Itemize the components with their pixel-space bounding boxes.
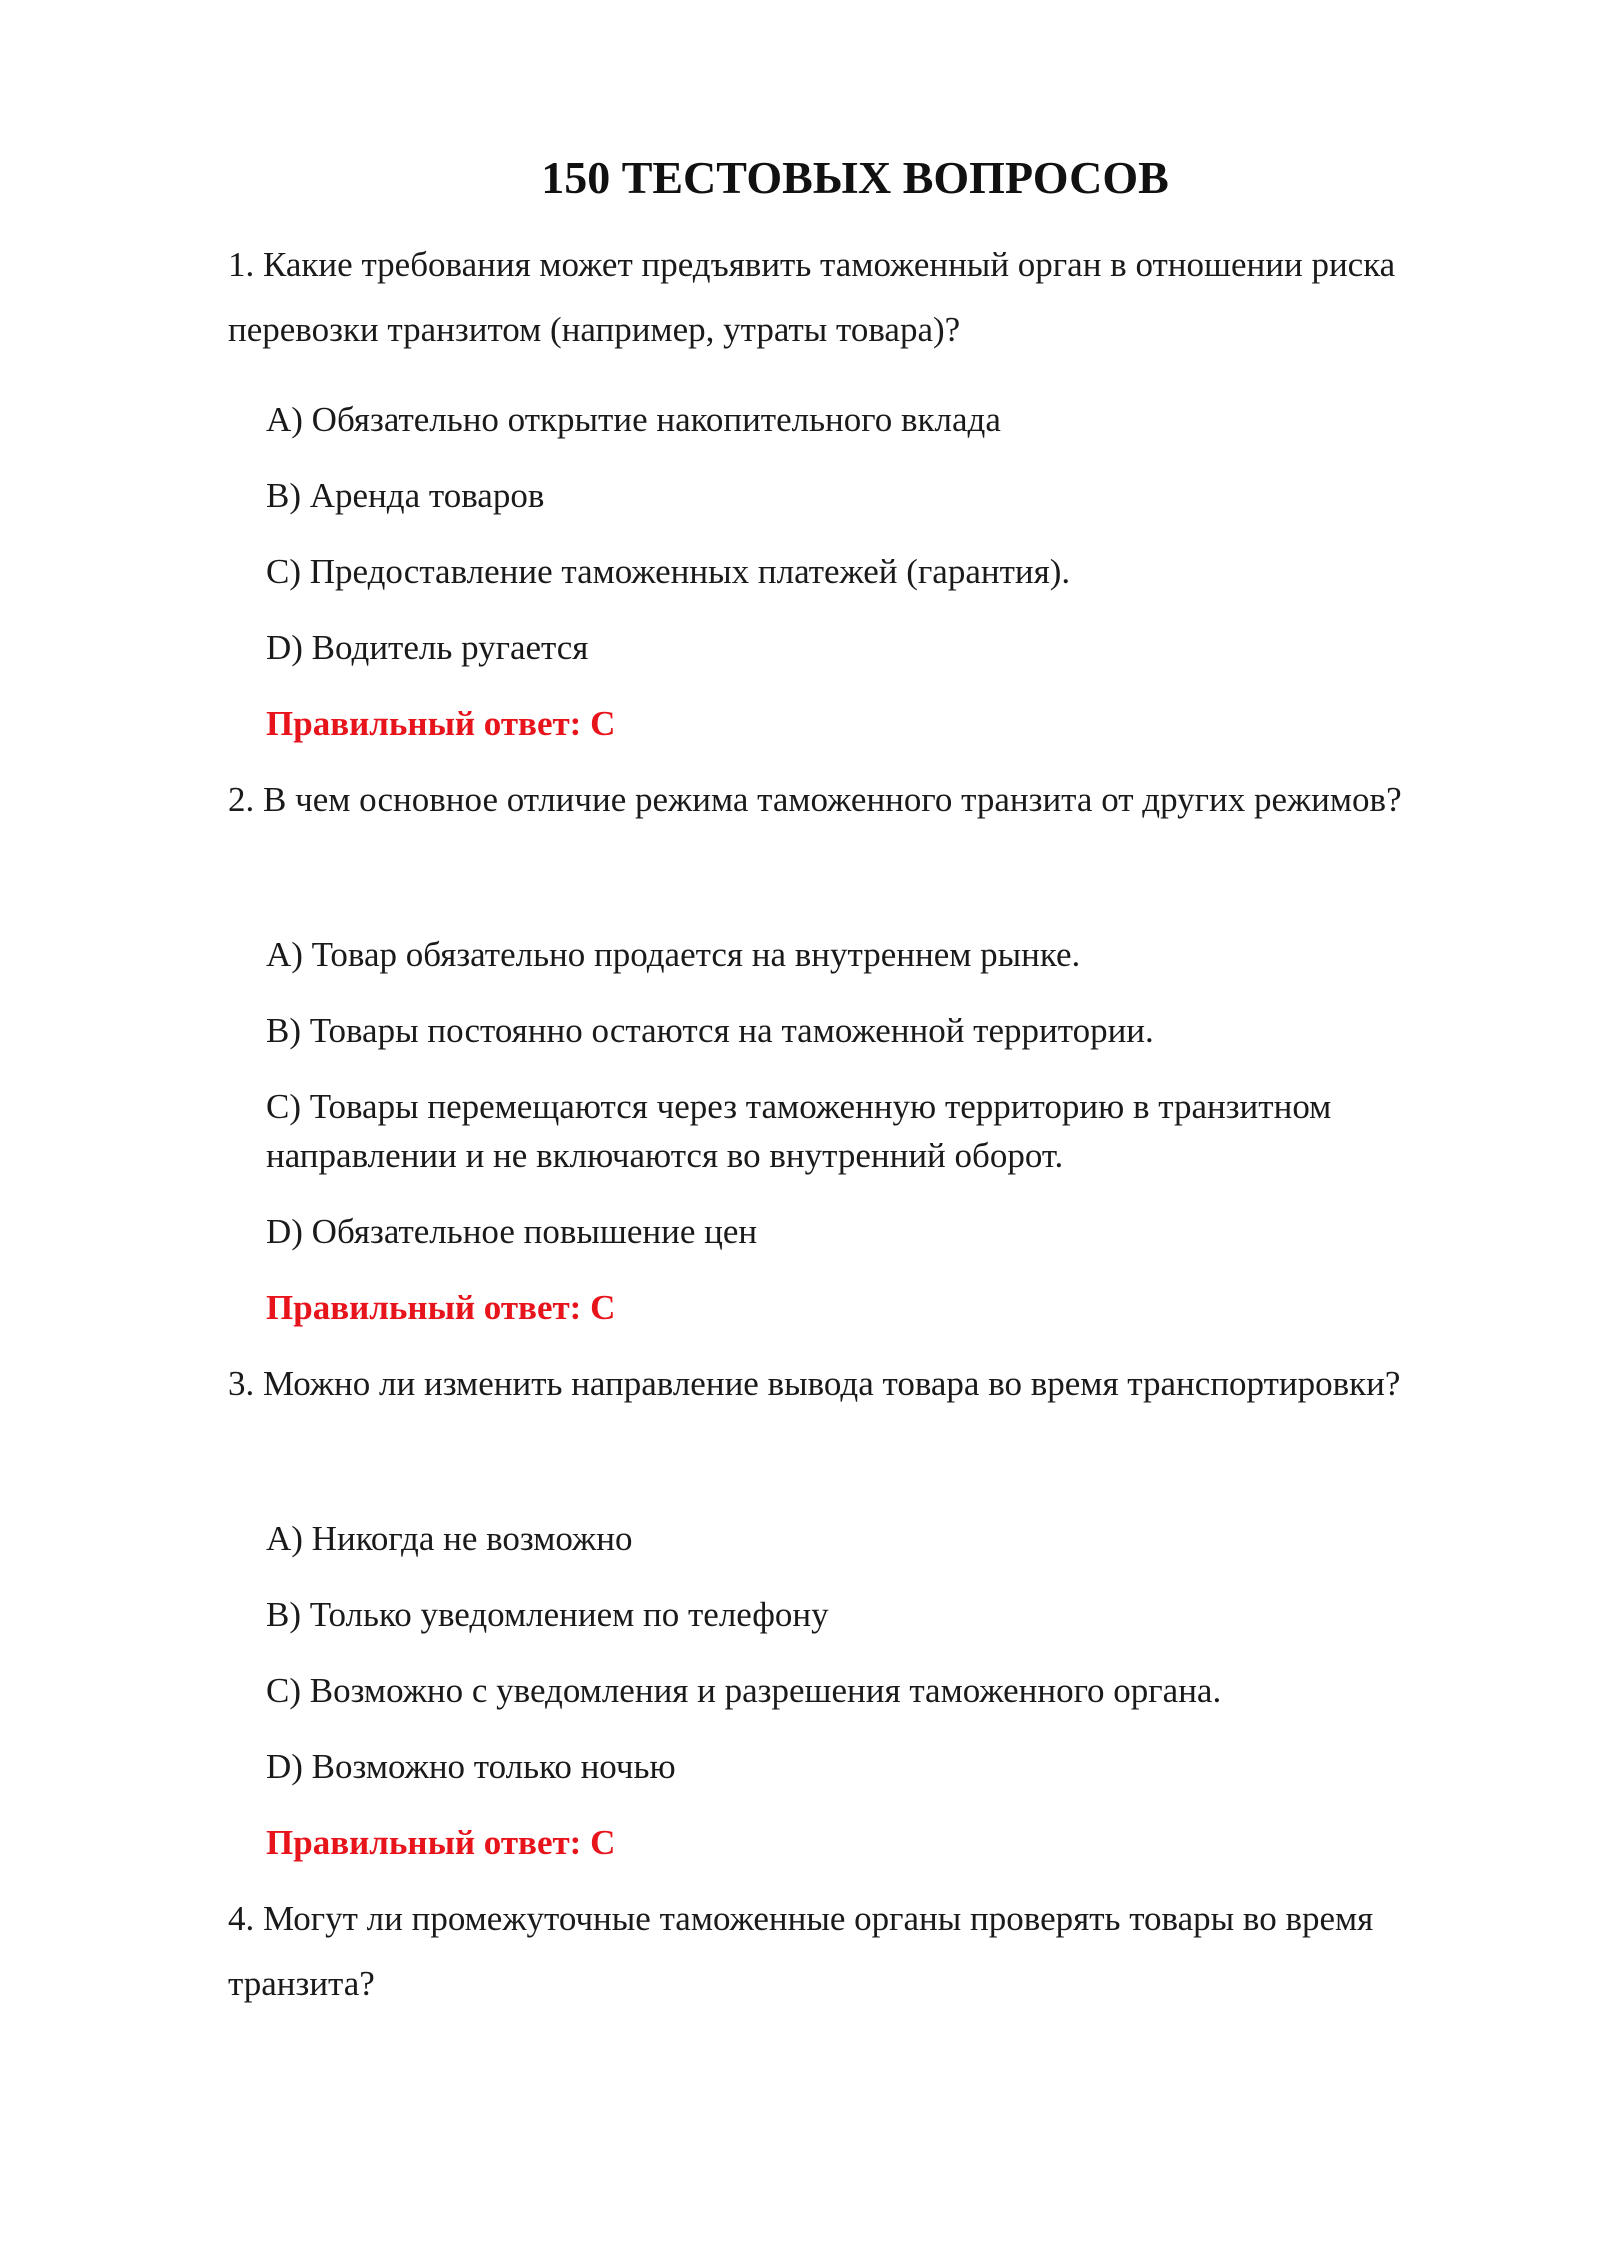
- question-3-text: 3. Можно ли изменить направление вывода товара во время транспортировки?: [228, 1364, 1401, 1403]
- question-3-option-c: C) Возможно с уведомления и разрешения таможенного органа.: [266, 1671, 1222, 1710]
- question-1-option-a: A) Обязательно открытие накопительного вклада: [266, 400, 1001, 439]
- document-title: 150 ТЕСТОВЫХ ВОПРОСОВ: [541, 152, 1169, 203]
- question-1-text: 1. Какие требования может предъявить таможенный орган в отношении риска перевозки транзитом (например, утраты товара)?: [228, 245, 1396, 349]
- question-2-text: 2. В чем основное отличие режима таможенного транзита от других режимов?: [228, 780, 1402, 819]
- question-2-option-c: C) Товары перемещаются через таможенную территорию в транзитном направлении и не включаются во внутренний оборот.: [266, 1087, 1332, 1175]
- question-1-correct-answer: Правильный ответ: C: [266, 704, 616, 743]
- question-2-option-d: D) Обязательное повышение цен: [266, 1212, 758, 1251]
- question-2-correct-answer: Правильный ответ: C: [266, 1288, 616, 1327]
- question-1-option-c: C) Предоставление таможенных платежей (гарантия).: [266, 552, 1071, 591]
- question-2-option-a: A) Товар обязательно продается на внутреннем рынке.: [266, 935, 1081, 974]
- question-3-option-d: D) Возможно только ночью: [266, 1747, 676, 1786]
- question-1-option-b: B) Аренда товаров: [266, 476, 545, 515]
- question-2-option-b: B) Товары постоянно остаются на таможенной территории.: [266, 1011, 1154, 1050]
- question-3-option-a: A) Никогда не возможно: [266, 1519, 633, 1558]
- question-1-option-d: D) Водитель ругается: [266, 628, 589, 667]
- question-4-text: 4. Могут ли промежуточные таможенные органы проверять товары во время транзита?: [228, 1899, 1374, 2003]
- question-3-correct-answer: Правильный ответ: C: [266, 1823, 616, 1862]
- question-3-option-b: B) Только уведомлением по телефону: [266, 1595, 829, 1634]
